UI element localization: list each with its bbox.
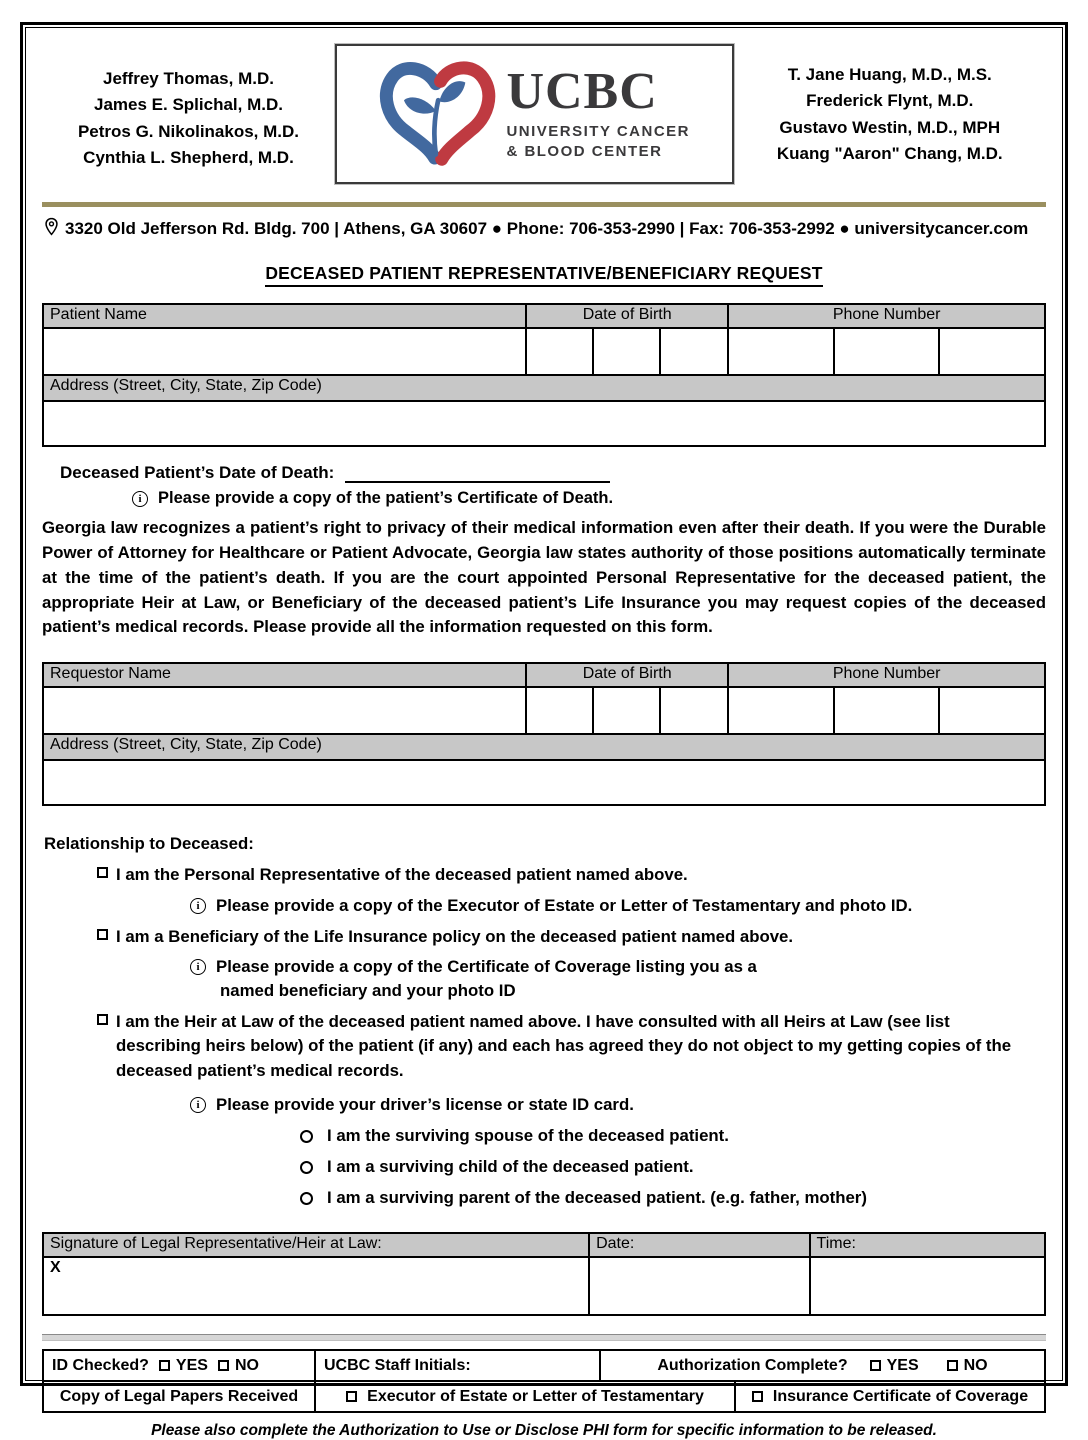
insurance-received-checkbox[interactable] — [752, 1391, 763, 1402]
no-label: NO — [963, 1356, 988, 1374]
authorization-yes-checkbox[interactable] — [870, 1360, 881, 1371]
requestor-dob-year-input[interactable] — [660, 687, 728, 734]
georgia-law-paragraph: Georgia law recognizes a patient’s right to privacy of their medical information even after their death. If you were the Durable Power of Attorney for Healthcare or Patient Advocate, Georgia law states authority of those positions automatically terminate at the time of the patient’s death. If you are the court appointed Personal Representative for the deceased patient, the appropriate Heir at Law, or Beneficiary of the deceased patient’s Life Insurance you may request copies of the deceased patient’s medical records. Please provide all the information requested on this form. — [42, 518, 1046, 637]
page-border-frame — [20, 22, 1068, 1440]
surviving-child-label: I am a surviving child of the deceased patient. — [327, 1157, 694, 1177]
requestor-info-table — [42, 662, 1046, 806]
id-checked-label: ID Checked? — [52, 1356, 149, 1374]
doctor-name: Cynthia L. Shepherd, M.D. — [83, 148, 294, 168]
id-checked-yes-checkbox[interactable] — [159, 1360, 170, 1371]
certificate-of-coverage-note-line1: Please provide a copy of the Certificate of Coverage listing you as a — [216, 956, 757, 976]
logo-name-line2: & BLOOD CENTER — [506, 143, 663, 160]
signature-table — [42, 1232, 1046, 1316]
date-header: Date: — [589, 1233, 809, 1257]
requestor-address-header: Address (Street, City, State, Zip Code) — [43, 734, 1045, 760]
info-icon — [190, 1097, 206, 1113]
doctor-name: Frederick Flynt, M.D. — [806, 91, 974, 111]
patient-name-header: Patient Name — [43, 304, 526, 328]
requestor-phone-line-input[interactable] — [939, 687, 1045, 734]
patient-name-input[interactable] — [43, 328, 526, 375]
doctor-name: James E. Splichal, M.D. — [94, 95, 283, 115]
yes-label: YES — [886, 1356, 919, 1374]
patient-phone-prefix-input[interactable] — [834, 328, 939, 375]
info-icon — [190, 959, 206, 975]
patient-dob-year-input[interactable] — [660, 328, 728, 375]
requestor-dob-day-input[interactable] — [593, 687, 660, 734]
id-checked-no-checkbox[interactable] — [218, 1360, 229, 1371]
patient-dob-month-input[interactable] — [526, 328, 593, 375]
logo-abbr: UCBC — [506, 62, 658, 120]
map-pin-icon — [44, 217, 59, 241]
info-icon — [132, 491, 148, 507]
doctor-name: Petros G. Nikolinakos, M.D. — [77, 121, 300, 141]
surviving-child-radio[interactable] — [300, 1161, 313, 1174]
executor-received-cell — [314, 1382, 734, 1411]
date-input[interactable] — [589, 1257, 809, 1315]
insurance-received-label: Insurance Certificate of Coverage — [772, 1387, 1029, 1405]
patient-phone-line-input[interactable] — [939, 328, 1045, 375]
requestor-phone-prefix-input[interactable] — [834, 687, 939, 734]
requestor-address-input[interactable] — [43, 760, 1045, 805]
letterhead — [42, 42, 1046, 200]
requestor-dob-month-input[interactable] — [526, 687, 593, 734]
patient-address-header: Address (Street, City, State, Zip Code) — [43, 375, 1045, 401]
relationship-section-label: Relationship to Deceased: — [44, 834, 254, 854]
form-page — [25, 27, 1063, 1440]
no-label: NO — [234, 1356, 259, 1374]
surviving-spouse-radio[interactable] — [300, 1130, 313, 1143]
phi-footer-note: Please also complete the Authorization to Use or Disclose PHI form for specific information to be released. — [151, 1422, 937, 1440]
requestor-phone-header: Phone Number — [728, 663, 1045, 687]
signature-header: Signature of Legal Representative/Heir at Law: — [43, 1233, 589, 1257]
patient-dob-header: Date of Birth — [526, 304, 728, 328]
beneficiary-checkbox[interactable] — [97, 929, 108, 940]
time-input[interactable] — [810, 1257, 1045, 1315]
executor-received-label: Executor of Estate or Letter of Testamentary — [367, 1387, 704, 1405]
copy-legal-papers-cell — [44, 1382, 314, 1411]
form-title: DECEASED PATIENT REPRESENTATIVE/BENEFICIARY REQUEST — [265, 263, 822, 287]
personal-representative-checkbox[interactable] — [97, 867, 108, 878]
clinic-logo — [335, 44, 734, 184]
requestor-name-input[interactable] — [43, 687, 526, 734]
heir-at-law-checkbox[interactable] — [97, 1014, 108, 1025]
certificate-of-coverage-note-line2: named beneficiary and your photo ID — [220, 980, 516, 1000]
authorization-complete-label: Authorization Complete? — [657, 1356, 848, 1374]
certificate-of-death-note: Please provide a copy of the patient’s Certificate of Death. — [158, 489, 614, 507]
signature-input[interactable]: X — [43, 1257, 589, 1315]
requestor-name-header: Requestor Name — [43, 663, 526, 687]
id-checked-cell — [44, 1351, 314, 1380]
staff-initials-cell[interactable] — [314, 1351, 599, 1380]
doctor-name: T. Jane Huang, M.D., M.S. — [787, 65, 992, 84]
doctor-list-right — [734, 42, 1047, 167]
authorization-complete-cell — [599, 1351, 1044, 1380]
authorization-no-checkbox[interactable] — [947, 1360, 958, 1371]
beneficiary-label: I am a Beneficiary of the Life Insurance policy on the deceased patient named above. — [116, 926, 794, 946]
section-divider — [42, 1334, 1046, 1341]
patient-phone-area-input[interactable] — [728, 328, 833, 375]
date-of-death-input[interactable] — [345, 467, 610, 483]
insurance-received-cell — [734, 1382, 1044, 1411]
patient-dob-day-input[interactable] — [593, 328, 660, 375]
executor-received-checkbox[interactable] — [346, 1391, 357, 1402]
contact-text: 3320 Old Jefferson Rd. Bldg. 700 | Athens, GA 30607 ● Phone: 706-353-2990 | Fax: 706-353-2992 ● universitycancer.com — [65, 219, 1029, 238]
personal-representative-label: I am the Personal Representative of the deceased patient named above. — [116, 865, 688, 885]
date-of-death-label: Deceased Patient’s Date of Death: — [60, 463, 335, 482]
doctor-name: Kuang "Aaron" Chang, M.D. — [776, 144, 1003, 164]
doctor-list-left — [42, 42, 335, 171]
heir-at-law-label: I am the Heir at Law of the deceased patient named above. I have consulted with all Heirs at Law (see list describing heirs below) of the patient (if any) and each has agreed they do not object to my getting copies of the deceased patient’s medical records. — [116, 1011, 1012, 1080]
yes-label: YES — [175, 1356, 208, 1374]
gold-divider — [42, 202, 1046, 207]
logo-name-line1: UNIVERSITY CANCER — [506, 122, 691, 140]
office-use-table — [42, 1349, 1046, 1413]
heart-sprout-logo-icon — [378, 53, 496, 176]
contact-line — [44, 217, 1046, 241]
patient-address-input[interactable] — [43, 401, 1045, 446]
copy-legal-papers-label: Copy of Legal Papers Received — [59, 1387, 299, 1405]
executor-note: Please provide a copy of the Executor of Estate or Letter of Testamentary and photo ID. — [216, 895, 913, 915]
surviving-parent-radio[interactable] — [300, 1192, 313, 1205]
doctor-name: Gustavo Westin, M.D., MPH — [779, 117, 1001, 137]
requestor-dob-header: Date of Birth — [526, 663, 728, 687]
staff-initials-label: UCBC Staff Initials: — [324, 1356, 471, 1374]
requestor-phone-area-input[interactable] — [728, 687, 833, 734]
patient-info-table — [42, 303, 1046, 447]
surviving-spouse-label: I am the surviving spouse of the deceased patient. — [327, 1126, 729, 1146]
logo-wordmark — [506, 62, 691, 163]
info-icon — [190, 898, 206, 914]
time-header: Time: — [810, 1233, 1045, 1257]
doctor-name: Jeffrey Thomas, M.D. — [102, 69, 274, 88]
surviving-parent-label: I am a surviving parent of the deceased patient. (e.g. father, mother) — [327, 1188, 867, 1208]
patient-phone-header: Phone Number — [728, 304, 1045, 328]
drivers-license-note: Please provide your driver’s license or state ID card. — [216, 1095, 634, 1115]
